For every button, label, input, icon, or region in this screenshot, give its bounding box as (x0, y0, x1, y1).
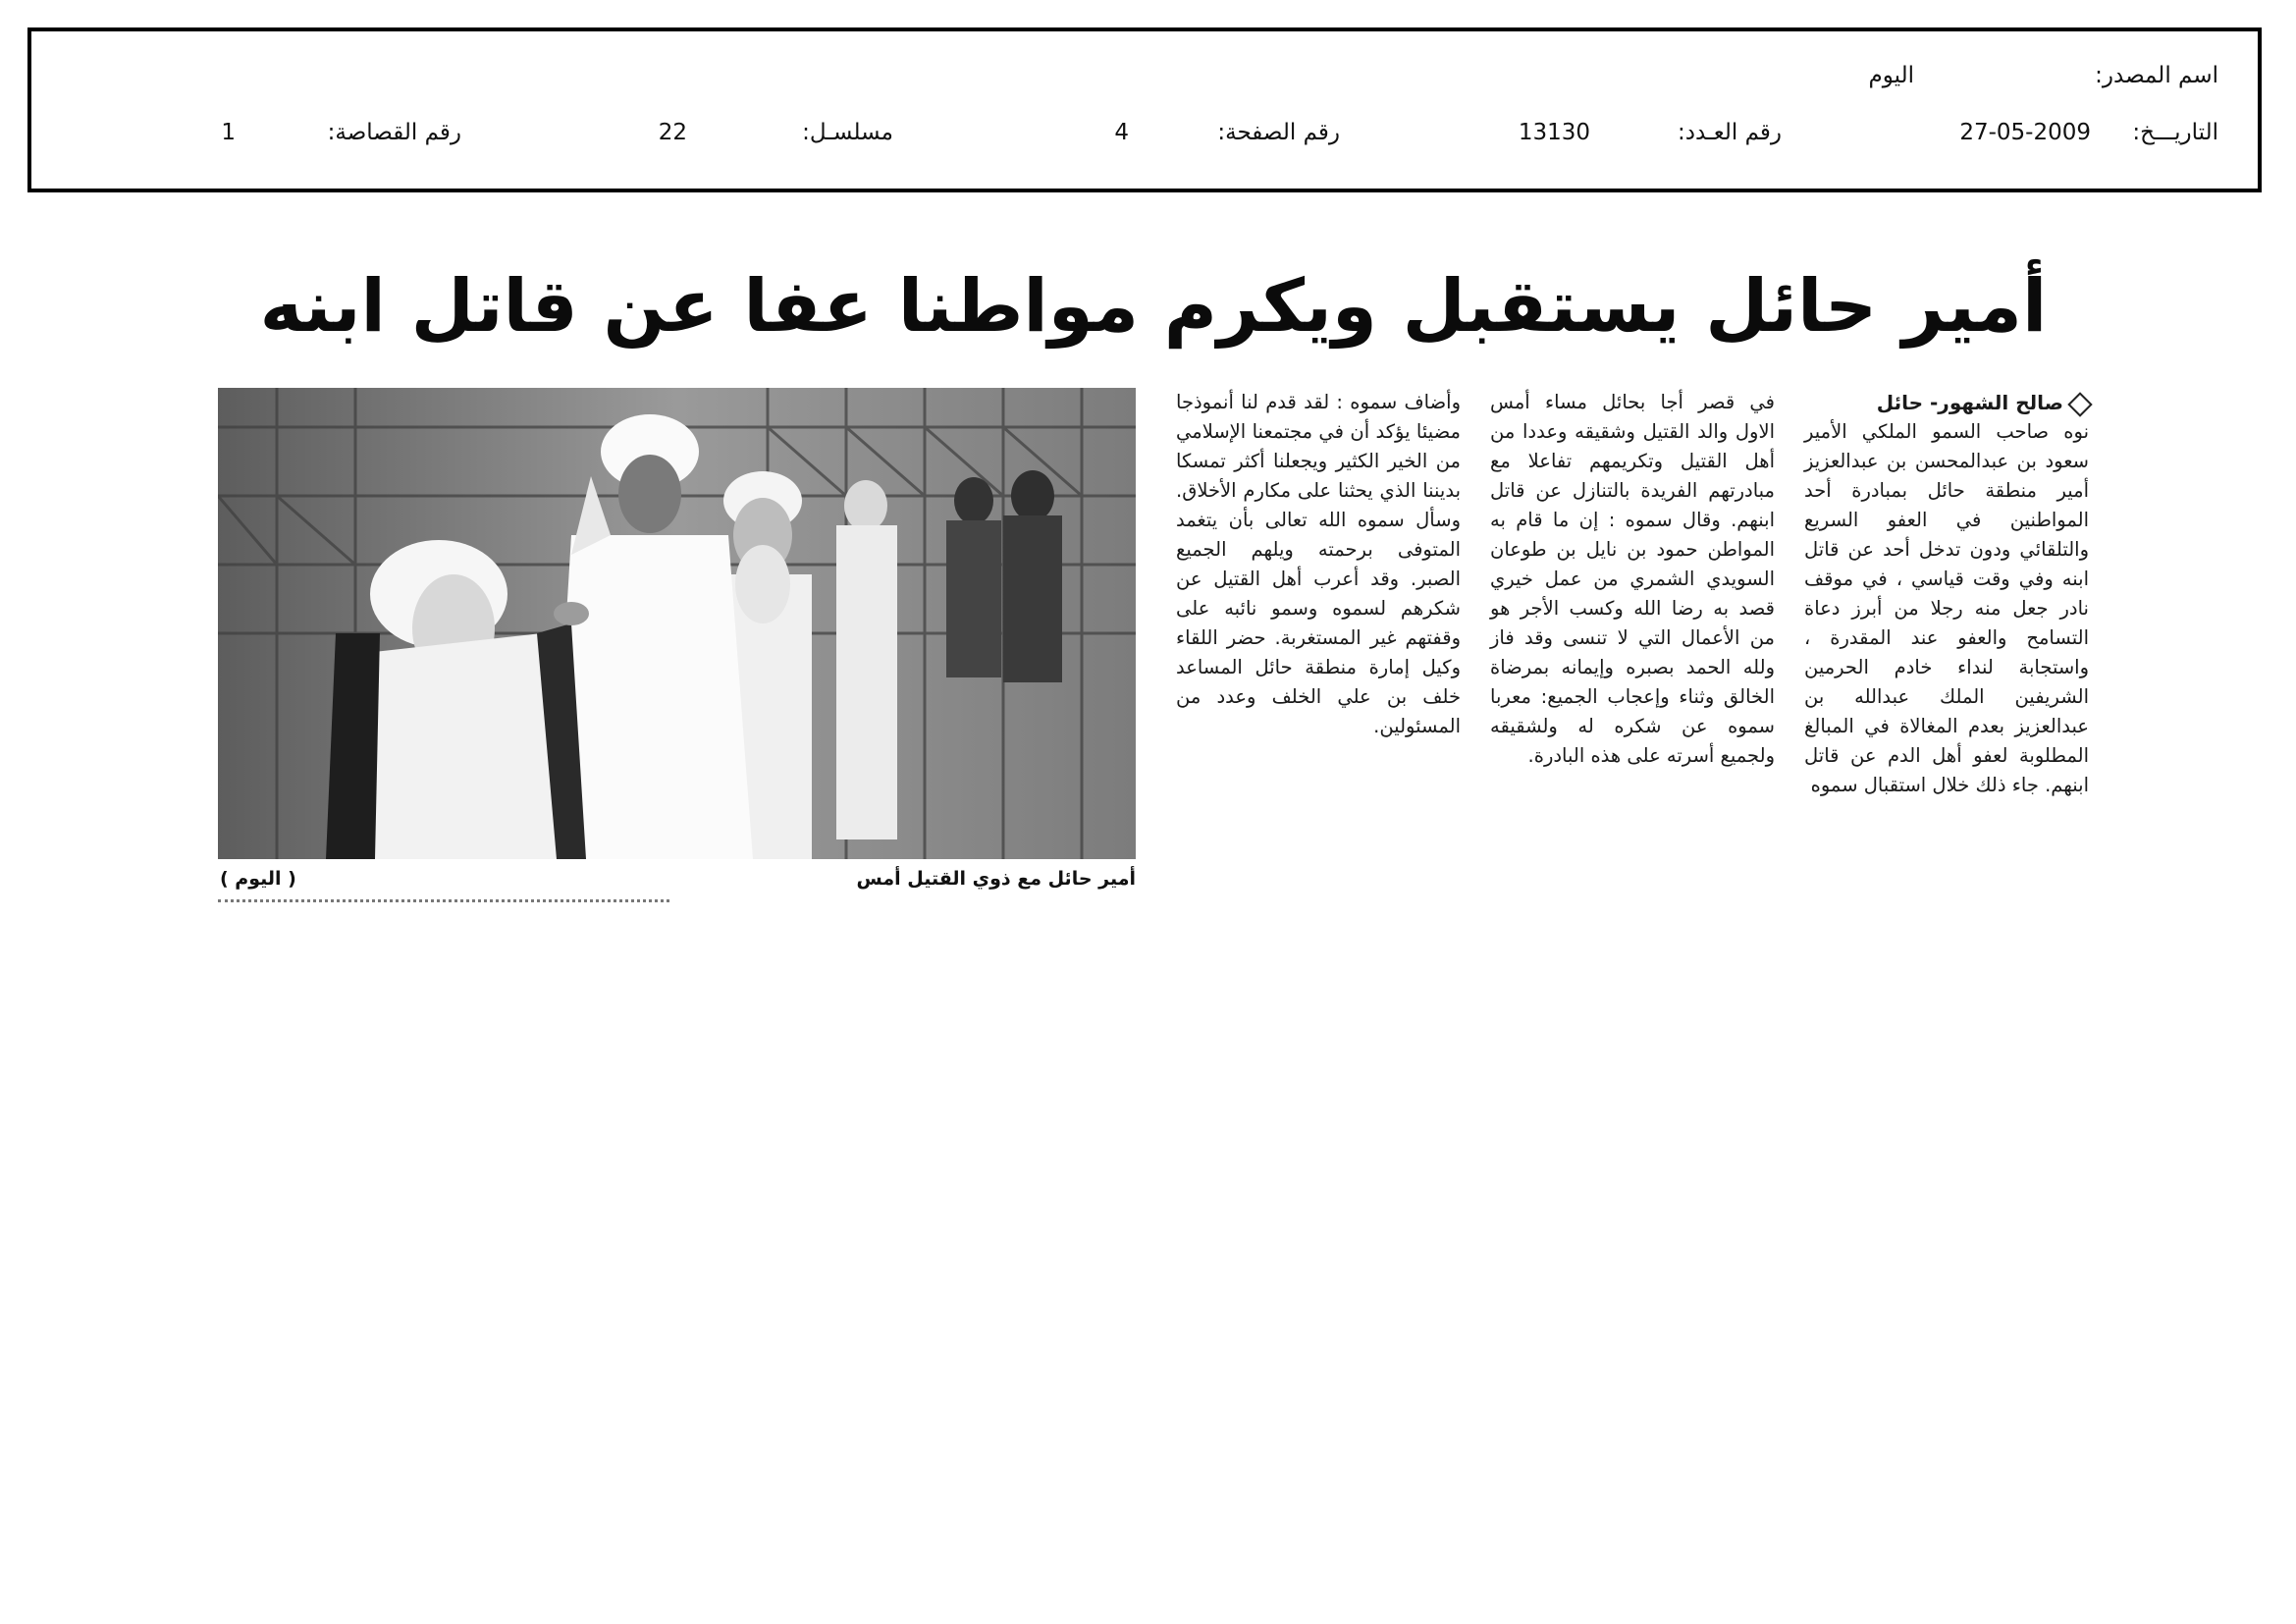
byline-text: صالح الشهور- حائل (1876, 391, 2063, 414)
photo-caption-bar (218, 864, 1136, 893)
article-photo (218, 388, 1136, 859)
article-headline: أمير حائل يستقبل ويكرم مواطنا عفا عن قاتل ابنه (259, 264, 2048, 349)
clip-value: 1 (221, 120, 236, 145)
source-label: اسم المصدر: (2095, 63, 2218, 88)
column-3-text: وأضاف سموه : لقد قدم لنا أنموذجا مضيئا يؤكد أن في مجتمعنا الإسلامي من الخير الكثير ويجعلنا أكثر تمسكا بديننا الذي يحثنا على مكارم الأخلاق. وسأل سموه الله تعالى بأن يتغمد المتوفى برحمته ويلهم الجميع الصبر. وقد أعرب أهل القتيل عن شكرهم لسموه وسمو نائبه على وقفتهم غير المستغربة. حضر اللقاء وكيل إمارة منطقة حائل المساعد خلف بن علي الخلف وعدد من المسئولين. (1176, 391, 1461, 737)
diamond-bullet-icon (2067, 392, 2092, 416)
column-1-text: نوه صاحب السمو الملكي الأمير سعود بن عبدالمحسن بن عبدالعزيز أمير منطقة حائل بمبادرة أحد المواطنين في العفو السريع والتلقائي ودون تدخل أحد عن قاتل ابنه وفي وقت قياسي ، في موقف نادر جعل منه رجلا من أبرز دعاة التسامح والعفو عند المقدرة ، واستجابة لنداء خادم الحرمين الشريفين الملك عبدالله بن عبدالعزيز بعدم المغالاة في المبالغ المطلوبة لعفو أهل الدم عن قاتل ابنهم. جاء ذلك خلال استقبال سموه (1804, 420, 2089, 796)
byline (1804, 388, 2089, 417)
source-value: اليوم (1868, 63, 1914, 88)
serial-value: 22 (658, 120, 687, 145)
column-2-text: في قصر أجا بحائل مساء أمس الاول والد القتيل وشقيقه وعددا من أهل القتيل وتكريمهم تفاعلا مع مبادرتهم الفريدة بالتنازل عن قاتل ابنهم. وقال سموه : إن ما قام به المواطن حمود بن نايل بن طوعان السويدي الشمري من عمل خيري قصد به رضا الله وكسب الأجر هو من الأعمال التي لا تنسى وقد فاز ولله الحمد بصبره وإيمانه بمرضاة الخالق وثناء وإعجاب الجميع: معربا سموه عن شكره له ولشقيقه ولجميع أسرته على هذه البادرة. (1490, 391, 1775, 767)
photo-illustration (218, 388, 1136, 859)
date-label: التاريـــخ: (2132, 120, 2218, 145)
clip-label: رقم القصاصة: (327, 120, 461, 145)
serial-label: مسلسـل: (802, 120, 893, 145)
date-value: 27-05-2009 (1959, 120, 2091, 145)
article-column-2 (1490, 388, 1775, 771)
article-column-1 (1804, 388, 2089, 800)
photo-caption: أمير حائل مع ذوي القتيل أمس (856, 868, 1136, 890)
photo-credit: ( اليوم ) (220, 868, 296, 890)
page-label: رقم الصفحة: (1217, 120, 1340, 145)
dotted-rule (218, 899, 669, 902)
issue-value: 13130 (1518, 120, 1590, 145)
article-column-3 (1176, 388, 1461, 741)
clipping-header-box (27, 27, 2262, 192)
page-value: 4 (1114, 120, 1129, 145)
issue-label: رقم العـدد: (1677, 120, 1782, 145)
